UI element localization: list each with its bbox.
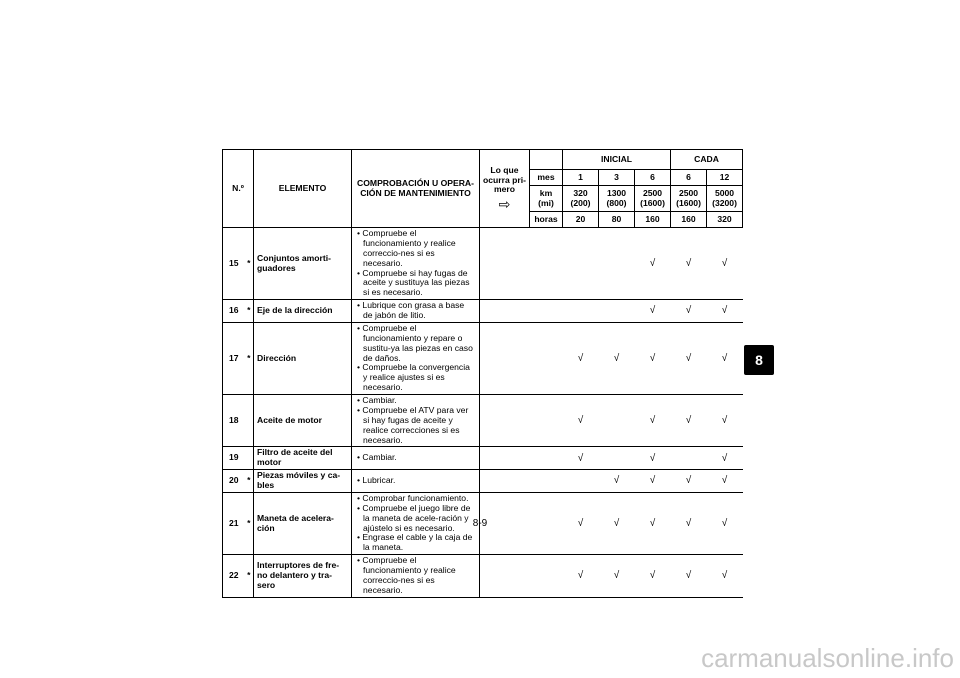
unit-value: 3 — [599, 170, 635, 186]
operation-item: • Lubricar. — [355, 476, 476, 486]
operation-item: • Engrase el cable y la caja de la maneta. — [355, 533, 476, 553]
check-mark: √ — [671, 555, 707, 598]
row-operations — [352, 470, 480, 493]
check-mark: √ — [707, 492, 743, 554]
header-first — [480, 150, 530, 228]
unit-value: 1300 (800) — [599, 186, 635, 212]
check-mark: √ — [671, 228, 707, 300]
row-operations — [352, 228, 480, 300]
check-mark: √ — [635, 228, 671, 300]
unit-value: 320 (200) — [563, 186, 599, 212]
check-mark: √ — [671, 470, 707, 493]
operation-list — [355, 324, 476, 393]
row-number: 20 — [223, 470, 245, 493]
check-mark: √ — [563, 395, 599, 447]
row-star — [245, 447, 254, 470]
row-element: Filtro de aceite del motor — [254, 447, 352, 470]
check-mark: √ — [599, 322, 635, 394]
check-mark: √ — [635, 492, 671, 554]
row-spacer — [480, 300, 563, 323]
row-element: Eje de la dirección — [254, 300, 352, 323]
header-every: CADA — [671, 150, 743, 170]
check-mark: √ — [671, 300, 707, 323]
unit-value: 6 — [671, 170, 707, 186]
operation-item: • Compruebe la convergencia y realice ajustes si es necesario. — [355, 363, 476, 393]
operation-list — [355, 229, 476, 298]
row-number: 16 — [223, 300, 245, 323]
header-initial: INICIAL — [563, 150, 671, 170]
row-spacer — [480, 228, 563, 300]
check-mark: √ — [707, 395, 743, 447]
unit-value: 320 — [707, 212, 743, 228]
row-operations — [352, 555, 480, 598]
table-row — [223, 300, 743, 323]
row-number: 17 — [223, 322, 245, 394]
check-mark: √ — [635, 447, 671, 470]
table-row — [223, 470, 743, 493]
table-row — [223, 447, 743, 470]
row-number: 19 — [223, 447, 245, 470]
operation-item: • Compruebe el funcionamiento y realice correccio-nes si es necesario. — [355, 556, 476, 596]
check-mark: √ — [635, 395, 671, 447]
row-element: Aceite de motor — [254, 395, 352, 447]
check-mark: √ — [707, 228, 743, 300]
row-number: 22 — [223, 555, 245, 598]
unit-label: km (mi) — [530, 186, 563, 212]
maintenance-rows — [223, 228, 743, 598]
section-tab: 8 — [744, 345, 774, 375]
row-element: Dirección — [254, 322, 352, 394]
operation-item: • Cambiar. — [355, 396, 476, 406]
row-number: 18 — [223, 395, 245, 447]
row-element: Interruptores de fre-no delantero y tra-sero — [254, 555, 352, 598]
operation-list — [355, 476, 476, 486]
check-empty — [599, 447, 635, 470]
header-first-label: Lo que ocurra pri-mero — [483, 164, 526, 195]
check-mark: √ — [707, 300, 743, 323]
row-star: * — [245, 492, 254, 554]
operation-item: • Compruebe el funcionamiento y realice correccio-nes si es necesario. — [355, 229, 476, 269]
unit-label: mes — [530, 170, 563, 186]
check-empty — [563, 470, 599, 493]
unit-value: 2500 (1600) — [671, 186, 707, 212]
unit-value: 1 — [563, 170, 599, 186]
check-empty — [563, 300, 599, 323]
row-star: * — [245, 322, 254, 394]
check-mark: √ — [707, 322, 743, 394]
check-mark: √ — [707, 470, 743, 493]
unit-value: 12 — [707, 170, 743, 186]
check-mark: √ — [635, 300, 671, 323]
check-empty — [599, 395, 635, 447]
table-row — [223, 395, 743, 447]
row-element: Maneta de acelera-ción — [254, 492, 352, 554]
operation-item: • Compruebe el funcionamiento y repare o sustitu-ya las piezas en caso de daños. — [355, 324, 476, 364]
operation-list — [355, 301, 476, 321]
unit-value: 5000 (3200) — [707, 186, 743, 212]
row-star: * — [245, 300, 254, 323]
operation-list — [355, 396, 476, 445]
row-star: * — [245, 228, 254, 300]
operation-item: • Compruebe el ATV para ver si hay fugas de aceite y realice correcciones si es necesario. — [355, 406, 476, 446]
row-number: 15 — [223, 228, 245, 300]
check-mark: √ — [599, 470, 635, 493]
operation-item: • Compruebe si hay fugas de aceite y sustituya las piezas si es necesario. — [355, 269, 476, 299]
unit-label: horas — [530, 212, 563, 228]
check-empty — [599, 300, 635, 323]
row-spacer — [480, 322, 563, 394]
watermark: carmanualsonline.info — [701, 643, 954, 673]
operation-list — [355, 556, 476, 596]
unit-value: 6 — [635, 170, 671, 186]
check-mark: √ — [635, 555, 671, 598]
check-mark: √ — [563, 555, 599, 598]
row-operations — [352, 447, 480, 470]
unit-value: 20 — [563, 212, 599, 228]
check-mark: √ — [599, 492, 635, 554]
operation-item: • Compruebe el juego libre de la maneta de acele-ración y ajústelo si es necesario. — [355, 504, 476, 534]
check-mark: √ — [671, 395, 707, 447]
table-row — [223, 555, 743, 598]
check-mark: √ — [563, 492, 599, 554]
row-element: Piezas móviles y ca-bles — [254, 470, 352, 493]
operation-item: • Comprobar funcionamiento. — [355, 494, 476, 504]
header-check: COMPROBACIÓN U OPERA-CIÓN DE MANTENIMIENTO — [352, 150, 480, 228]
row-star: * — [245, 470, 254, 493]
header-blank — [530, 150, 563, 170]
arrow-right-icon: ⇨ — [498, 196, 511, 213]
check-mark: √ — [635, 470, 671, 493]
check-mark: √ — [671, 492, 707, 554]
check-empty — [671, 447, 707, 470]
row-operations — [352, 322, 480, 394]
check-mark: √ — [635, 322, 671, 394]
check-mark: √ — [563, 447, 599, 470]
unit-value: 80 — [599, 212, 635, 228]
check-mark: √ — [599, 555, 635, 598]
table-row — [223, 228, 743, 300]
row-spacer — [480, 555, 563, 598]
check-mark: √ — [707, 447, 743, 470]
row-spacer — [480, 447, 563, 470]
operation-item: • Cambiar. — [355, 453, 476, 463]
header-element: ELEMENTO — [254, 150, 352, 228]
row-operations — [352, 300, 480, 323]
operation-list — [355, 453, 476, 463]
table-row — [223, 322, 743, 394]
header-no: N.º — [223, 150, 254, 228]
maintenance-table — [222, 149, 743, 598]
check-mark: √ — [563, 322, 599, 394]
row-number: 21 — [223, 492, 245, 554]
operation-item: • Lubrique con grasa a base de jabón de litio. — [355, 301, 476, 321]
row-element: Conjuntos amorti-guadores — [254, 228, 352, 300]
unit-value: 160 — [671, 212, 707, 228]
row-star — [245, 395, 254, 447]
row-spacer — [480, 395, 563, 447]
check-empty — [599, 228, 635, 300]
row-operations — [352, 395, 480, 447]
row-star: * — [245, 555, 254, 598]
unit-value: 2500 (1600) — [635, 186, 671, 212]
check-mark: √ — [671, 322, 707, 394]
check-empty — [563, 228, 599, 300]
check-mark: √ — [707, 555, 743, 598]
unit-value: 160 — [635, 212, 671, 228]
page-number: 8-9 — [472, 518, 488, 529]
row-spacer — [480, 470, 563, 493]
